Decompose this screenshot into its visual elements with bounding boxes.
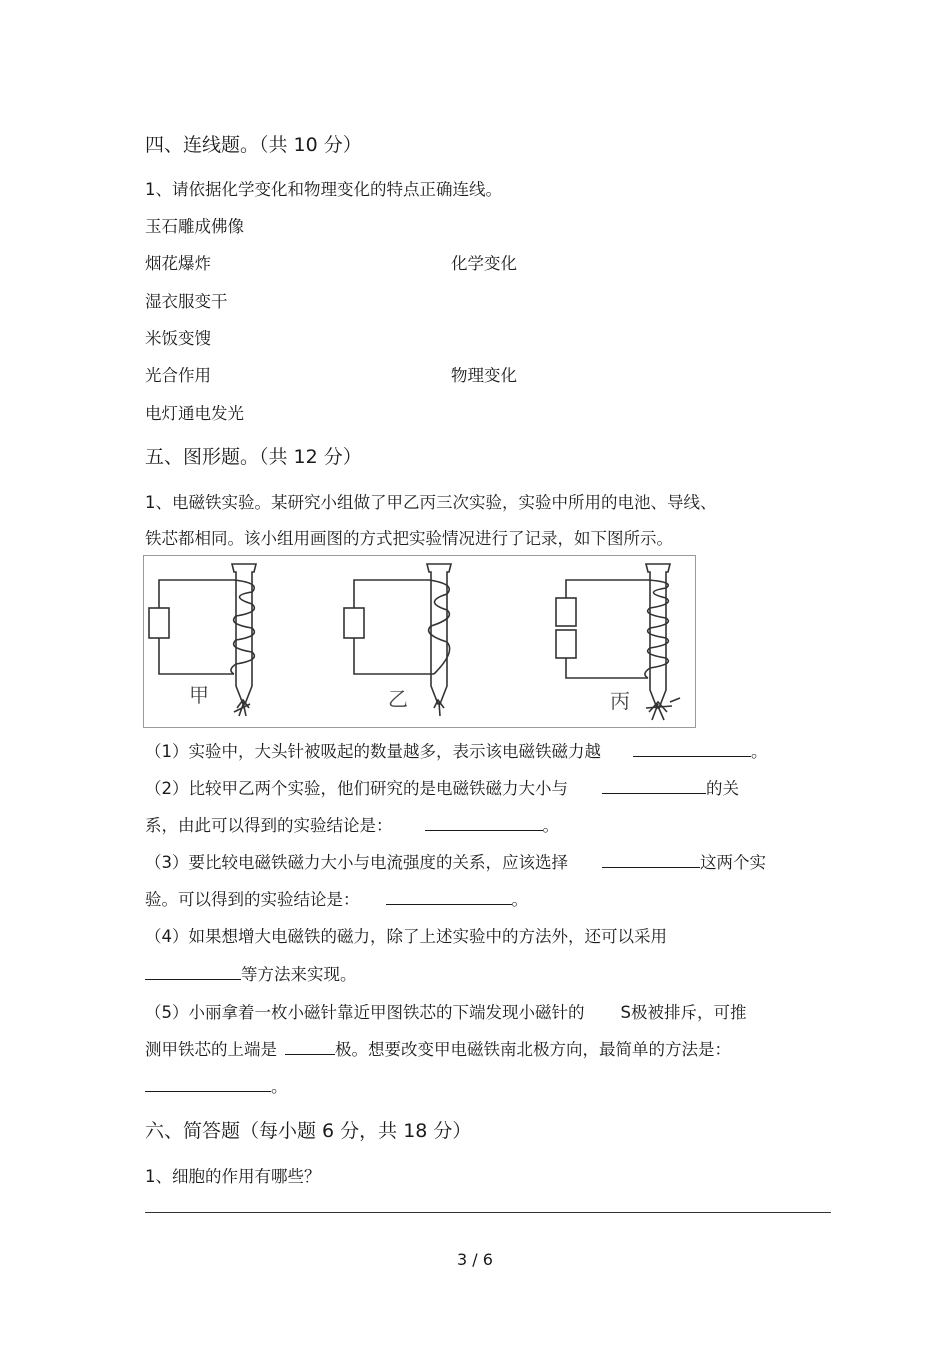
section5-question-line1: 1、电磁铁实验。某研究小组做了甲乙丙三次实验，实验中所用的电池、导线、: [145, 493, 717, 512]
section4-question-1: 1、请依据化学变化和物理变化的特点正确连线。: [145, 180, 502, 199]
question-5-2a: [145, 775, 739, 799]
q5-2-text: （2）比较甲乙两个实验，他们研究的是电磁铁磁力大小与: [145, 779, 568, 798]
question-5-4b: [145, 961, 357, 985]
answer-blank-5b[interactable]: [145, 1074, 271, 1092]
answer-blank-3b[interactable]: [386, 887, 512, 905]
left-item-5: 光合作用: [145, 366, 211, 385]
section6-question-1: 1、细胞的作用有哪些？: [145, 1167, 321, 1186]
q5-1-text: （1）实验中，大头针被吸起的数量越多，表示该电磁铁磁力越: [145, 742, 601, 761]
q5-5-text-b: S极被排斥，可推: [620, 1003, 747, 1022]
section4-title: 四、连线题。（共 10 分）: [145, 134, 362, 156]
answer-blank-2b[interactable]: [425, 813, 543, 831]
left-item-1: 玉石雕成佛像: [145, 217, 244, 236]
page-number: 3 / 6: [457, 1250, 493, 1269]
question-5-4a: （4）如果想增大电磁铁的磁力，除了上述实验中的方法外，还可以采用: [145, 927, 667, 946]
label-yi: 乙: [388, 687, 408, 711]
q5-3-text-b: 这两个实: [700, 853, 766, 872]
answer-blank-3a[interactable]: [602, 850, 700, 868]
left-item-4: 米饭变馊: [145, 329, 211, 348]
question-5-5a: [145, 999, 746, 1023]
answer-blank-2a[interactable]: [602, 776, 706, 794]
left-item-2: 烟花爆炸: [145, 254, 211, 273]
right-item-physical: 物理变化: [451, 366, 517, 385]
answer-blank-5a[interactable]: [285, 1037, 335, 1055]
question-5-1: [145, 738, 768, 762]
answer-line[interactable]: [145, 1212, 831, 1213]
question-5-5c: [145, 1073, 288, 1097]
q5-5-text: （5）小丽拿着一枚小磁针靠近甲图铁芯的下端发现小磁针的: [145, 1003, 585, 1022]
label-bing: 丙: [610, 689, 630, 713]
answer-blank-1[interactable]: [633, 739, 751, 757]
section5-question-line2: 铁芯都相同。该小组用画图的方式把实验情况进行了记录，如下图所示。: [145, 529, 673, 548]
q5-3-end: 。: [511, 890, 528, 909]
answer-blank-4[interactable]: [145, 962, 241, 980]
q5-3-text: （3）要比较电磁铁磁力大小与电流强度的关系，应该选择: [145, 853, 568, 872]
q5-4-text-b: 等方法来实现。: [241, 965, 357, 984]
right-item-chemical: 化学变化: [451, 254, 517, 273]
q5-5-text-c: 测甲铁芯的上端是: [145, 1040, 277, 1059]
q5-2-text-c: 系，由此可以得到的实验结论是：: [145, 816, 393, 835]
question-5-5b: [145, 1036, 731, 1060]
q5-5-end: 。: [271, 1077, 288, 1096]
electromagnet-figure: [143, 555, 696, 728]
q5-1-end: 。: [751, 742, 768, 761]
left-item-3: 湿衣服变干: [145, 292, 228, 311]
section5-title: 五、图形题。（共 12 分）: [145, 446, 362, 468]
label-jia: 甲: [189, 683, 209, 707]
question-5-2b: [145, 812, 559, 836]
section6-title: 六、简答题（每小题 6 分，共 18 分）: [145, 1120, 472, 1142]
question-5-3a: [145, 849, 766, 873]
q5-3-text-c: 验。可以得到的实验结论是：: [145, 890, 360, 909]
q5-2-end: 。: [542, 816, 559, 835]
left-item-6: 电灯通电发光: [145, 404, 244, 423]
electromagnet-diagram: [144, 556, 695, 727]
question-5-3b: [145, 886, 528, 910]
q5-2-text-b: 的关: [706, 779, 739, 798]
q5-5-text-d: 极。想要改变甲电磁铁南北极方向，最简单的方法是：: [335, 1040, 731, 1059]
